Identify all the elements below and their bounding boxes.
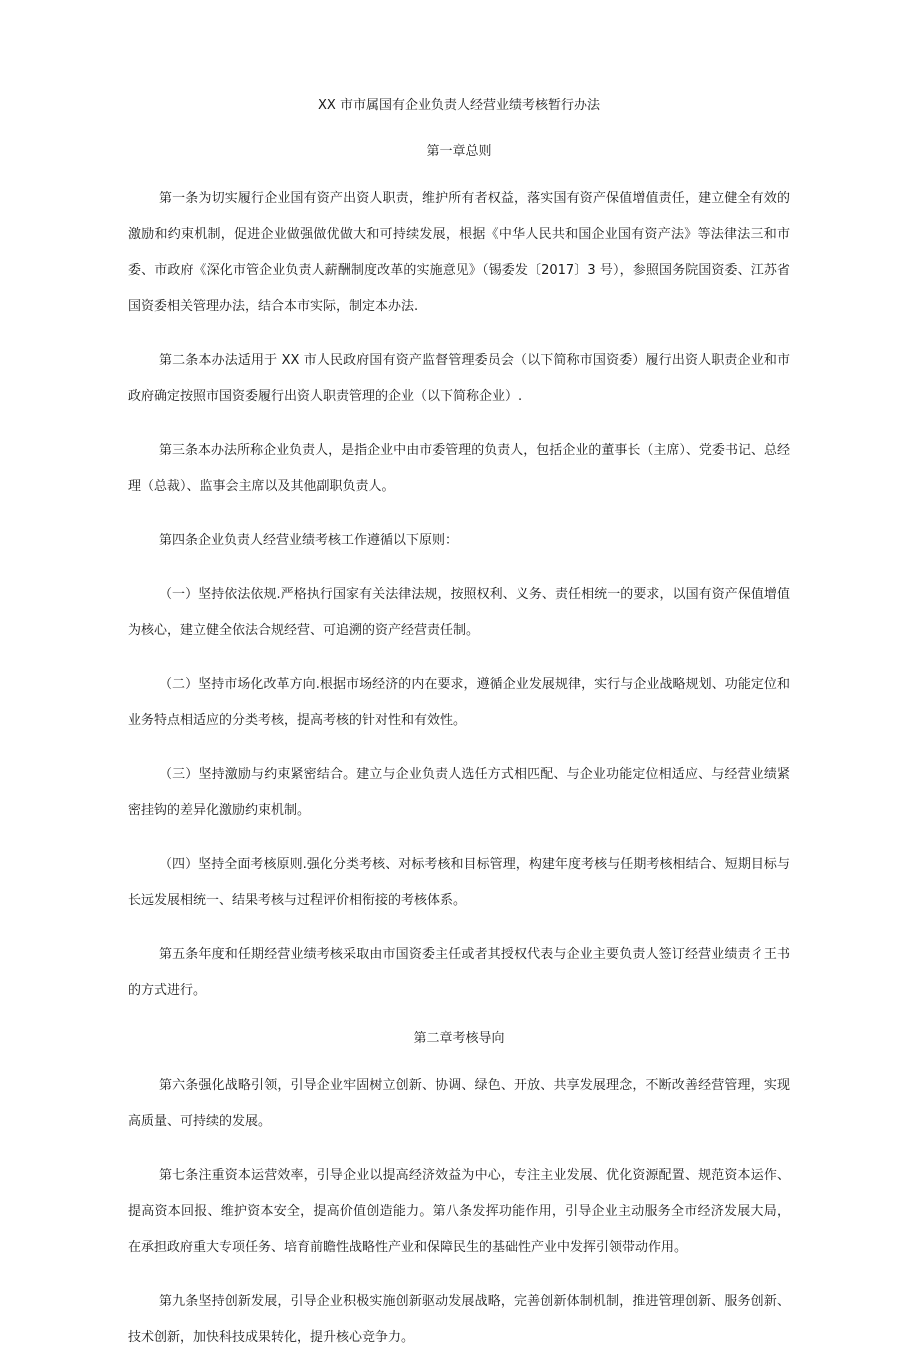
chapter-1-heading: 第一章总则 [426, 144, 492, 159]
principle-1: （一）坚持依法依规.严格执行国家有关法律法规，按照权利、义务、责任相统一的要求，以国有资产保值增值为核心，建立健全依法合规经营、可追溯的资产经营责任制。 [128, 587, 790, 638]
document-title: XX 市市属国有企业负责人经营业绩考核暂行办法 [318, 98, 600, 113]
chapter-2-heading: 第二章考核导向 [413, 1031, 505, 1046]
document-body [128, 94, 790, 1356]
principle-2: （二）坚持市场化改革方向.根据市场经济的内在要求，遵循企业发展规律，实行与企业战略规划、功能定位和业务特点相适应的分类考核，提高考核的针对性和有效性。 [128, 677, 790, 728]
principle-3: （三）坚持激励与约束紧密结合。建立与企业负责人选任方式相匹配、与企业功能定位相适应、与经营业绩紧密挂钩的差异化激励约束机制。 [128, 767, 790, 818]
article-2: 第二条本办法适用于 XX 市人民政府国有资产监督管理委员会（以下简称市国资委）履行出资人职责企业和市政府确定按照市国资委履行出资人职责管理的企业（以下简称企业）. [128, 353, 790, 404]
principle-4: （四）坚持全面考核原则.强化分类考核、对标考核和目标管理，构建年度考核与任期考核相结合、短期目标与长远发展相统一、结果考核与过程评价相衔接的考核体系。 [128, 857, 790, 908]
article-9: 第九条坚持创新发展，引导企业积极实施创新驱动发展战略，完善创新体制机制，推进管理创新、服务创新、技术创新，加快科技成果转化，提升核心竞争力。 [128, 1294, 790, 1345]
article-4: 第四条企业负责人经营业绩考核工作遵循以下原则： [159, 533, 459, 548]
article-7-8: 第七条注重资本运营效率，引导企业以提高经济效益为中心，专注主业发展、优化资源配置、规范资本运作、提高资本回报、维护资本安全，提高价值创造能力。第八条发挥功能作用，引导企业主动服务全市经济发展大局，在承担政府重大专项任务、培育前瞻性战略性产业和保障民生的基础性产业中发挥引领带动作用。 [128, 1168, 790, 1255]
article-1: 第一条为切实履行企业国有资产出资人职责，维护所有者权益，落实国有资产保值增值责任，建立健全有效的激励和约束机制，促进企业做强做优做大和可持续发展，根据《中华人民共和国企业国有资产法》等法律法三和市委、市政府《深化市管企业负责人薪酬制度改革的实施意见》（锡委发〔2017〕3 号），参照国务院国资委、江苏省国资委相关管理办法，结合本市实际，制定本办法. [128, 191, 790, 314]
article-3: 第三条本办法所称企业负责人，是指企业中由市委管理的负责人，包括企业的董事长（主席）、党委书记、总经理（总裁）、监事会主席以及其他副职负责人。 [128, 443, 790, 494]
article-5: 第五条年度和任期经营业绩考核采取由市国资委主任或者其授权代表与企业主要负责人签订经营业绩责彳王书的方式进行。 [128, 947, 790, 998]
article-6: 第六条强化战略引领，引导企业牢固树立创新、协调、绿色、开放、共享发展理念，不断改善经营管理，实现高质量、可持续的发展。 [128, 1078, 790, 1129]
